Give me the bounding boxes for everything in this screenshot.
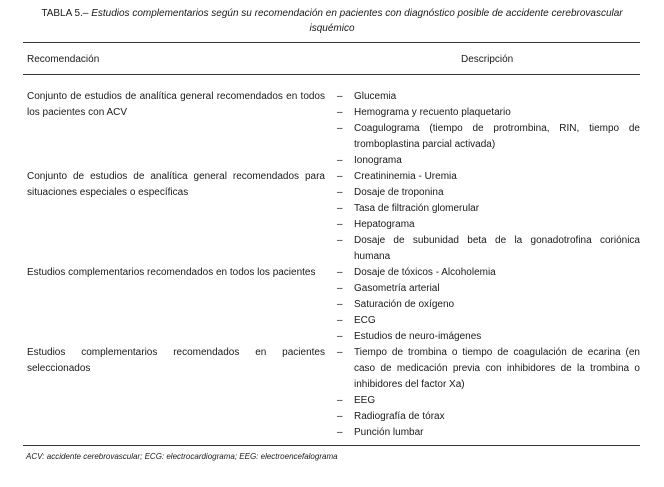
- description-list: [337, 345, 640, 441]
- list-item-text: Dosaje de tóxicos - Alcoholemia: [354, 267, 496, 278]
- dash-bullet: –: [337, 155, 343, 166]
- list-item-text: Dosaje de subunidad beta de la gonadotrofina coriónica humana: [354, 235, 640, 262]
- list-item-text: Coagulograma (tiempo de protrombina, RIN, tiempo de tromboplastina parcial activada): [354, 123, 640, 150]
- dash-bullet: –: [337, 91, 343, 102]
- list-item-text: Hepatograma: [354, 219, 415, 230]
- list-item-text: Tiempo de trombina o tiempo de coagulación de ecarina (en caso de medicación previa con inhibidores de la trombina o inhibidores del factor Xa): [354, 347, 640, 390]
- list-item: [337, 313, 640, 329]
- dash-bullet: –: [337, 395, 343, 406]
- dash-bullet: –: [337, 411, 343, 422]
- list-item-text: Hemograma y recuento plaquetario: [354, 107, 511, 118]
- list-item: [337, 233, 640, 265]
- bottom-rule: [23, 445, 640, 446]
- recommendation-cell: Estudios complementarios recomendados en pacientes seleccionados: [27, 347, 325, 374]
- dash-bullet: –: [337, 267, 343, 278]
- dash-bullet: –: [337, 427, 343, 438]
- list-item-text: Dosaje de troponina: [354, 187, 444, 198]
- list-item-text: Radiografía de tórax: [354, 411, 445, 422]
- list-item-text: ECG: [354, 315, 376, 326]
- list-item: [337, 393, 640, 409]
- dash-bullet: –: [337, 187, 343, 198]
- table-caption: [20, 6, 644, 36]
- list-item-text: Ionograma: [354, 155, 402, 166]
- list-item-text: Punción lumbar: [354, 427, 424, 438]
- description-list: [337, 169, 640, 265]
- list-item: [337, 89, 640, 105]
- list-item: [337, 105, 640, 121]
- dash-bullet: –: [337, 347, 343, 358]
- list-item: [337, 217, 640, 233]
- dash-bullet: –: [337, 235, 343, 246]
- list-item-text: Tasa de filtración glomerular: [354, 203, 480, 214]
- dash-bullet: –: [337, 123, 343, 134]
- list-item: [337, 345, 640, 393]
- list-item: [337, 281, 640, 297]
- description-list: [337, 265, 640, 345]
- list-item: [337, 185, 640, 201]
- table-footnote: ACV: accidente cerebrovascular; ECG: electrocardiograma; EEG: electroencefalograma: [26, 452, 338, 461]
- list-item: [337, 425, 640, 441]
- recommendation-cell: Conjunto de estudios de analítica general recomendados para situaciones especiales o específicas: [27, 171, 325, 198]
- list-item-text: Estudios de neuro-imágenes: [354, 331, 482, 342]
- column-header-recommendation: Recomendación: [27, 54, 100, 65]
- list-item: [337, 153, 640, 169]
- column-header-description: Descripción: [461, 54, 514, 65]
- dash-bullet: –: [337, 171, 343, 182]
- dash-bullet: –: [337, 315, 343, 326]
- dash-bullet: –: [337, 299, 343, 310]
- list-item: [337, 121, 640, 153]
- table-label: TABLA 5.–: [41, 8, 89, 19]
- list-item: [337, 169, 640, 185]
- list-item-text: Glucemia: [354, 91, 397, 102]
- list-item: [337, 409, 640, 425]
- list-item: [337, 297, 640, 313]
- header-rule: [23, 74, 640, 75]
- list-item-text: Creatininemia - Uremia: [354, 171, 457, 182]
- list-item-text: Saturación de oxígeno: [354, 299, 455, 310]
- recommendation-cell: Conjunto de estudios de analítica general recomendados en todos los pacientes con ACV: [27, 91, 325, 118]
- dash-bullet: –: [337, 107, 343, 118]
- recommendation-cell: Estudios complementarios recomendados en todos los pacientes: [27, 267, 316, 278]
- list-item: [337, 265, 640, 281]
- table-title: Estudios complementarios según su recomendación en pacientes con diagnóstico posible de accidente cerebrovascular isquémico: [91, 8, 623, 34]
- dash-bullet: –: [337, 283, 343, 294]
- list-item: [337, 201, 640, 217]
- dash-bullet: –: [337, 219, 343, 230]
- list-item: [337, 329, 640, 345]
- list-item-text: Gasometría arterial: [354, 283, 440, 294]
- description-list: [337, 89, 640, 169]
- dash-bullet: –: [337, 203, 343, 214]
- top-rule: [23, 42, 640, 43]
- list-item-text: EEG: [354, 395, 376, 406]
- dash-bullet: –: [337, 331, 343, 342]
